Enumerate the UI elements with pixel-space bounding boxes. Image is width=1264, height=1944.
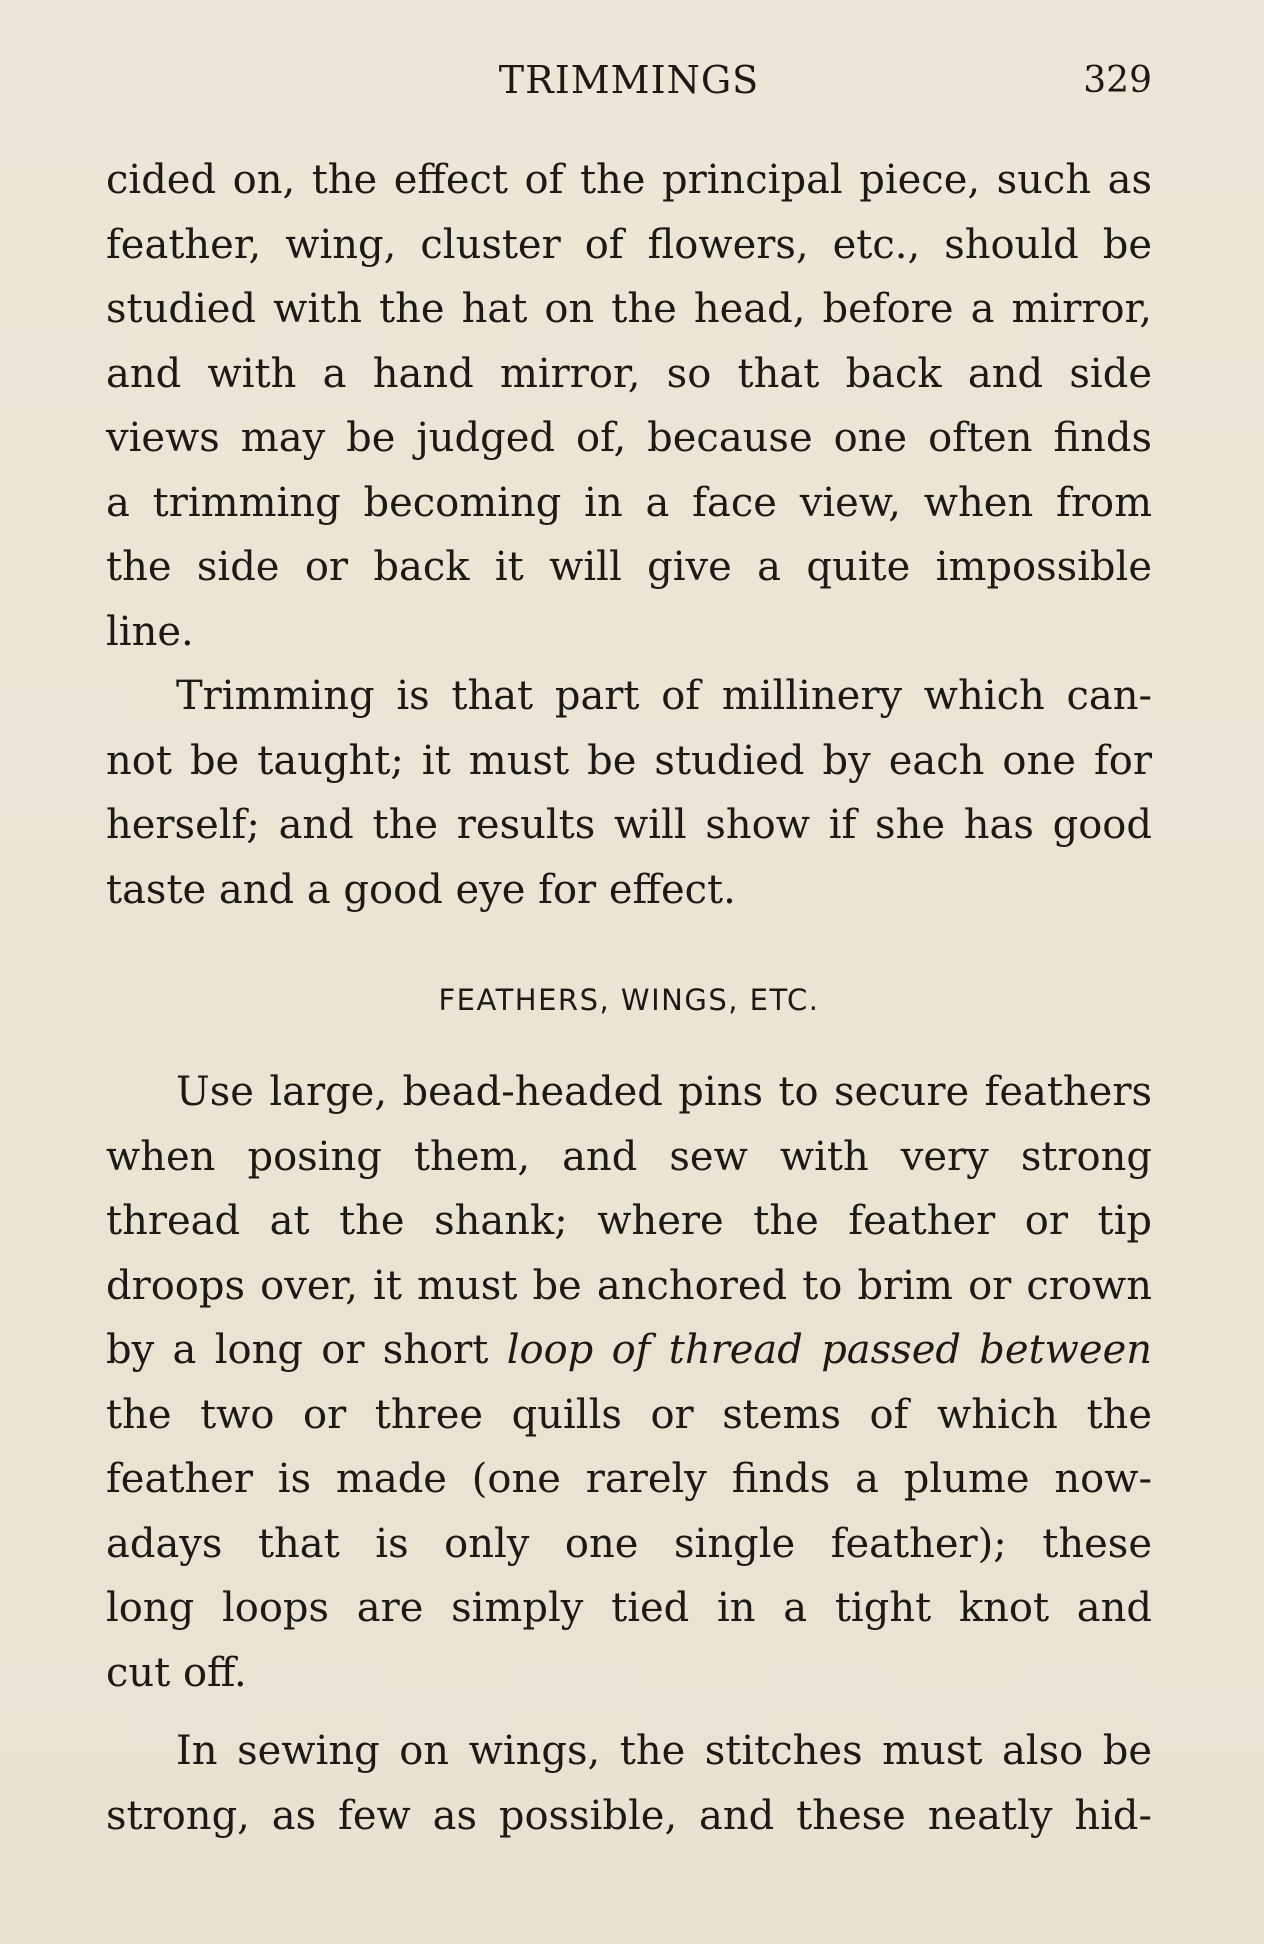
text-line: cut off. <box>106 1649 247 1696</box>
text-line: the two or three quills or stems of which the <box>106 1391 1152 1438</box>
page-header <box>106 58 1152 108</box>
text-run: by a long or short <box>106 1327 507 1373</box>
text-line: thread at the shank; where the feather or tip <box>106 1198 1152 1244</box>
text-line: views may be judged of, because one often finds <box>106 415 1152 461</box>
text-line: strong, as few as possible, and these neatly hid- <box>106 1792 1152 1839</box>
text-line: long loops are simply tied in a tight knot and <box>106 1585 1152 1631</box>
running-head: TRIMMINGS <box>498 58 760 102</box>
text-line: and with a hand mirror, so that back and side <box>106 350 1152 397</box>
page-number: 329 <box>1083 60 1152 101</box>
text-line: not be taught; it must be studied by each one for <box>106 737 1152 784</box>
text-line: In sewing on wings, the stitches must also be <box>176 1728 1152 1774</box>
text-line: feather, wing, cluster of flowers, etc., should be <box>106 221 1152 268</box>
text-line: studied with the hat on the head, before a mirror, <box>106 286 1152 332</box>
paragraph <box>106 1060 1152 1705</box>
text-line: herself; and the results will show if she has good <box>106 802 1152 848</box>
paragraph <box>106 148 1152 664</box>
text-line: when posing them, and sew with very strong <box>106 1133 1152 1180</box>
text-line: Trimming is that part of millinery which can- <box>176 673 1152 719</box>
paragraph <box>106 664 1152 922</box>
body-text <box>106 148 1152 1848</box>
text-line: cided on, the effect of the principal piece, such as <box>106 157 1152 203</box>
text-line: taste and a good eye for effect. <box>106 866 736 913</box>
text-line: the side or back it will give a quite impossible <box>106 544 1152 590</box>
text-line: a trimming becoming in a face view, when from <box>106 479 1152 526</box>
text-line: droops over, it must be anchored to brim or crown <box>106 1262 1152 1309</box>
text-line-with-italic <box>106 1318 1152 1383</box>
text-line: adays that is only one single feather); these <box>106 1520 1152 1567</box>
italic-run: loop of thread passed between <box>506 1327 1152 1373</box>
paragraph-spacer <box>106 1705 1152 1719</box>
text-line: Use large, bead-headed pins to secure feathers <box>176 1069 1152 1115</box>
text-line: feather is made (one rarely finds a plume now- <box>106 1456 1152 1502</box>
section-heading: FEATHERS, WINGS, ETC. <box>438 983 820 1017</box>
paragraph <box>106 1719 1152 1848</box>
text-line: line. <box>106 608 194 655</box>
